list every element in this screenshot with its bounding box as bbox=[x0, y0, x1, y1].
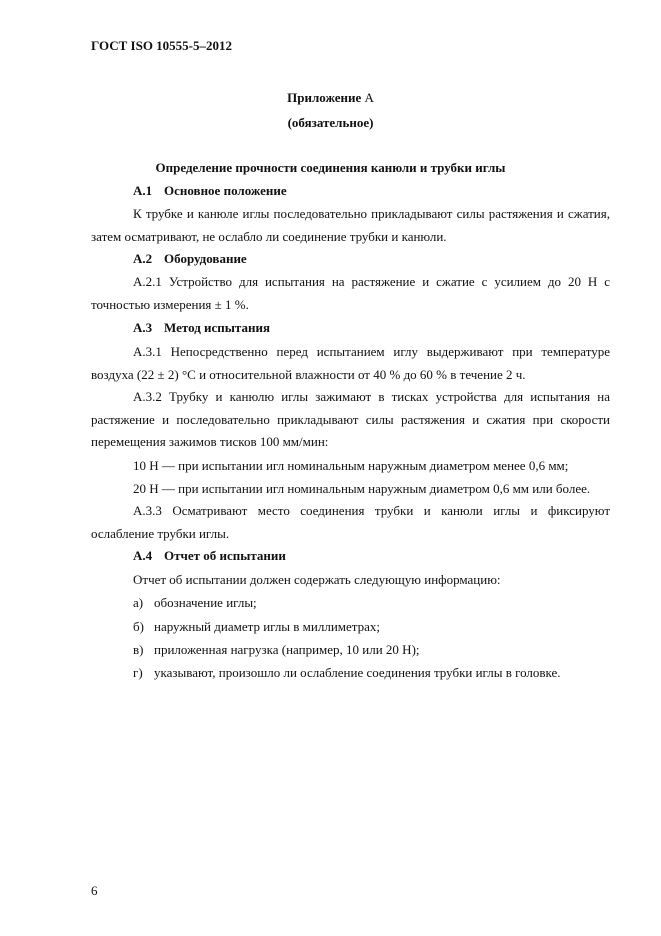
paragraph-a4-intro: Отчет об испытании должен содержать следующую информацию: bbox=[133, 572, 501, 587]
annex-heading: Определение прочности соединения канюли и трубки иглы bbox=[155, 160, 506, 175]
paragraph-10n: 10 Н — при испытании игл номинальным наружным диаметром менее 0,6 мм; bbox=[133, 458, 569, 473]
list-text: приложенная нагрузка (например, 10 или 20 Н); bbox=[154, 642, 420, 657]
section-title: Основное положение bbox=[164, 183, 287, 198]
list-marker: б) bbox=[133, 619, 144, 634]
annex-title bbox=[0, 90, 661, 106]
annex-letter: А bbox=[361, 90, 374, 105]
paragraph-a3-3: А.3.3 Осматривают место соединения трубки и канюли иглы и фиксируют ослабление трубки иглы. bbox=[91, 503, 610, 541]
section-a4-heading bbox=[133, 548, 286, 564]
paragraph-a3-2: А.3.2 Трубку и канюлю иглы зажимают в тисках устройства для испытания на растяжение и последовательно прикладывают силы растяжения и сжатия при скорости перемещения зажимов тисков 100 мм/мин: bbox=[91, 389, 610, 449]
section-title: Метод испытания bbox=[164, 320, 270, 335]
page-number: 6 bbox=[91, 883, 98, 898]
paragraph-a1: К трубке и канюле иглы последовательно прикладывают силы растяжения и сжатия, затем осматривают, не ослабло ли соединение трубки и канюли. bbox=[91, 206, 610, 244]
paragraph-a3-1: А.3.1 Непосредственно перед испытанием иглу выдерживают при температуре воздуха (22 ± 2) °С и относительной влажности от 40 % до 60 % в течение 2 ч. bbox=[91, 344, 610, 382]
list-text: наружный диаметр иглы в миллиметрах; bbox=[154, 619, 381, 634]
section-number: А.1 bbox=[133, 183, 153, 198]
list-item bbox=[133, 619, 380, 635]
list-item bbox=[133, 642, 420, 658]
section-a3-heading bbox=[133, 320, 270, 336]
section-number: А.2 bbox=[133, 251, 153, 266]
list-item bbox=[133, 665, 561, 681]
list-marker: г) bbox=[133, 665, 143, 680]
list-item bbox=[133, 595, 257, 611]
list-text: обозначение иглы; bbox=[154, 595, 257, 610]
section-number: А.4 bbox=[133, 548, 153, 563]
paragraph-a2-1: А.2.1 Устройство для испытания на растяжение и сжатие с усилием до 20 Н с точностью измерения ± 1 %. bbox=[91, 274, 610, 312]
paragraph-20n: 20 Н — при испытании игл номинальным наружным диаметром 0,6 мм или более. bbox=[133, 481, 591, 496]
section-number: А.3 bbox=[133, 320, 153, 335]
list-text: указывают, произошло ли ослабление соединения трубки иглы в головке. bbox=[154, 665, 561, 680]
section-a2-heading bbox=[133, 251, 247, 267]
section-title: Отчет об испытании bbox=[164, 548, 286, 563]
annex-status: (обязательное) bbox=[287, 115, 374, 130]
list-marker: а) bbox=[133, 595, 144, 610]
annex-label: Приложение bbox=[287, 90, 362, 105]
section-a1-heading bbox=[133, 183, 287, 199]
section-title: Оборудование bbox=[164, 251, 247, 266]
list-marker: в) bbox=[133, 642, 144, 657]
document-header: ГОСТ ISO 10555-5–2012 bbox=[91, 38, 233, 53]
